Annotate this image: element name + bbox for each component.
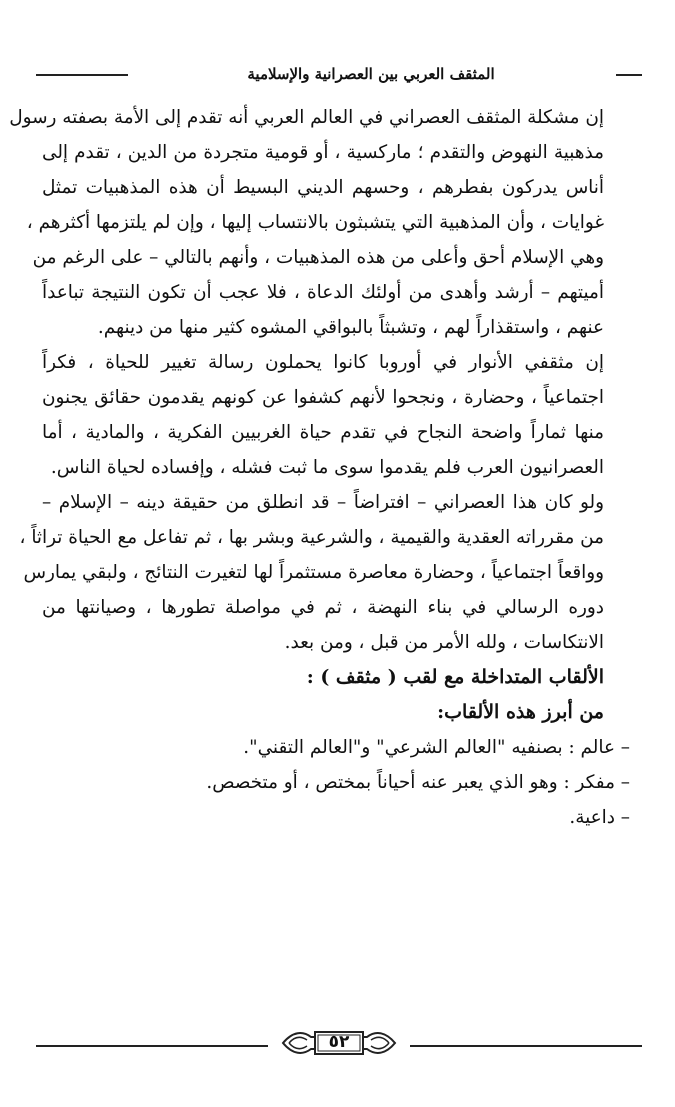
text-line: ولو كان هذا العصراني – افتراضاً – قد انطلق من حقيقة دينه – الإسلام – [42, 492, 604, 513]
running-header [36, 60, 642, 88]
page-number: ٥٢ [328, 1032, 350, 1052]
paragraph-3 [19, 485, 640, 660]
text-line: اجتماعياً ، وحضارة ، ونجحوا لأنهم كشفوا عن كونهم يقدمون حقائق يجنون [42, 387, 604, 408]
text-line: أناس يدركون بفطرهم ، وحسهم الديني البسيط أن هذه المذهبيات تمثل [42, 177, 604, 198]
text-line: أميتهم – أرشد وأهدى من أولئك الدعاة ، فلا عجب أن تكون النتيجة تباعداً [42, 282, 604, 303]
list-item: – عالم : بصنفيه "العالم الشرعي" و"العالم التقني". [243, 737, 630, 758]
text-line: وهي الإسلام أحق وأعلى من هذه المذهبيات ، وأنهم بالتالي – على الرغم من [32, 247, 604, 268]
text-line: وواقعاً اجتماعياً ، وحضارة معاصرة مستثمراً لها لتغيرت النتائج ، ولبقي يمارس [23, 562, 604, 583]
text-line: عنهم ، واستقذاراً لهم ، وتشبثاً بالبواقي المشوه كثير منها من دينهم. [97, 317, 604, 338]
section-heading: الألقاب المتداخلة مع لقب ( مثقف ) : [306, 666, 604, 688]
list-item: – مفكر : وهو الذي يعبر عنه أحياناً بمختص ، أو متخصص. [206, 772, 630, 793]
text-line: منها ثماراً واضحة النجاح في تقدم حياة الغربيين الفكرية ، والمادية ، أما [42, 422, 604, 443]
text-line: إن مثقفي الأنوار في أوروبا كانوا يحملون رسالة تغيير للحياة ، فكراً [42, 352, 604, 373]
text-line: العصرانيون العرب فلم يقدموا سوى ما ثبت فشله ، وإفساده لحياة الناس. [50, 457, 604, 478]
footer-rule-right [410, 1045, 642, 1047]
text-line: دوره الرسالي في بناء النهضة ، ثم في مواصلة تطورها ، وصيانتها من [42, 597, 604, 618]
text-line: غوايات ، وأن المذهبية التي يتشبثون بالانتساب إليها ، وإن لم يلتزمها أكثرهم ، [26, 212, 604, 233]
page-body [9, 100, 640, 835]
text-line: الانتكاسات ، ولله الأمر من قبل ، ومن بعد. [284, 632, 604, 653]
running-header-title: المثقف العربي بين العصرانية والإسلامية [247, 65, 495, 83]
paragraph-1 [9, 100, 640, 345]
header-rule-right [616, 74, 642, 76]
footer-rule-left [36, 1045, 268, 1047]
text-line: إن مشكلة المثقف العصراني في العالم العربي أنه تقدم إلى الأمة بصفته رسول [9, 107, 604, 128]
text-line: من مقرراته العقدية والقيمية ، والشرعية وبشر بها ، ثم تفاعل مع الحياة تراثاً ، [19, 527, 604, 548]
list-item: – داعية. [569, 807, 630, 828]
text-line: مذهبية النهوض والتقدم ؛ ماركسية ، أو قومية متجردة من الدين ، تقدم إلى [42, 142, 604, 163]
page-footer [36, 1025, 642, 1059]
paragraph-2 [42, 345, 640, 485]
header-rule-left [36, 74, 128, 76]
subheading: من أبرز هذه الألقاب: [437, 701, 604, 723]
